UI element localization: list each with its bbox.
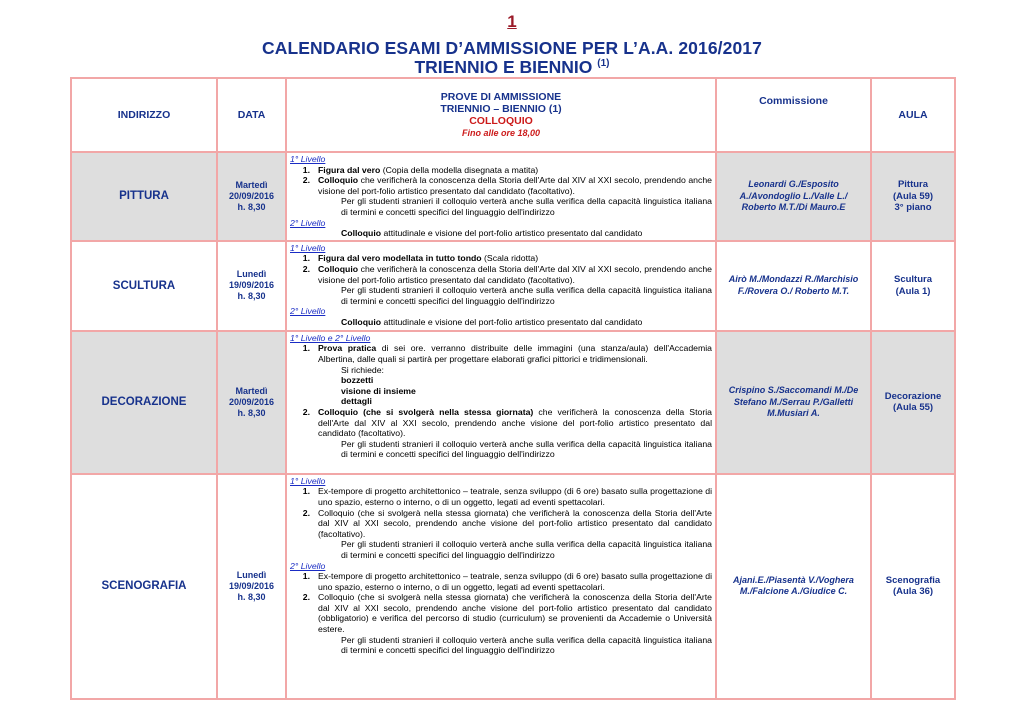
table-row bbox=[71, 152, 955, 241]
list-item bbox=[290, 253, 712, 264]
prove-cell bbox=[286, 331, 716, 474]
prove-cell bbox=[286, 241, 716, 331]
header-data: DATA bbox=[217, 78, 286, 152]
aula-line: (Aula 36) bbox=[892, 586, 934, 598]
aula-line: (Aula 59) bbox=[892, 190, 934, 202]
prove-cell bbox=[286, 152, 716, 241]
item-number: 2. bbox=[302, 592, 310, 603]
item-bold: Colloquio bbox=[318, 263, 359, 274]
item-text: Ex-tempore di progetto architettonico – teatrale, senza sviluppo (di 6 ore) basato sulla progettazione di uno spazio, esterno o interno, o di un oggetto, legati ad eventi spettacolari. bbox=[318, 571, 712, 592]
table-row bbox=[71, 331, 955, 474]
item-number: 1. bbox=[302, 571, 310, 582]
list-item bbox=[290, 343, 712, 364]
indirizzo-cell: DECORAZIONE bbox=[71, 331, 217, 474]
item-text: attitudinale e visione del port-folio artistico presentato dal candidato bbox=[381, 228, 643, 239]
aula-cell bbox=[871, 152, 955, 241]
item-text: Colloquio (che si svolgerà nella stessa giornata) che verificherà la conoscenza della Storia dell'Arte dal XIV al XXI secolo, prendendo anche visione del port-folio artistico presentato dal candidato (facoltativo). bbox=[318, 507, 712, 539]
commission-line: A./Avondoglio L./Valle L./ bbox=[739, 190, 848, 201]
indirizzo-cell: PITTURA bbox=[71, 152, 217, 241]
date-cell bbox=[217, 241, 286, 331]
list-item bbox=[290, 407, 712, 439]
document-subtitle bbox=[0, 57, 1024, 78]
foreign-students-note: Per gli studenti stranieri il colloquio verterà anche sulla verifica della capacità linguistica italiana di termini e concetti specifici del linguaggio dell'indirizzo bbox=[341, 196, 712, 217]
exam-date: 19/09/2016 bbox=[228, 280, 275, 291]
item-bold: Colloquio (che si svolgerà nella stessa giornata) bbox=[318, 406, 534, 417]
item-text: che verificherà la conoscenza della Storia dell'Arte dal XIV al XXI secolo, prendendo anche visione del port-folio artistico presentato dal candidato (facoltativo). bbox=[318, 175, 712, 196]
item-bold: Colloquio bbox=[318, 175, 359, 186]
aula-cell bbox=[871, 474, 955, 699]
item-bold: Colloquio bbox=[341, 228, 382, 239]
list-item bbox=[290, 165, 712, 176]
item-bold: Figura dal vero bbox=[318, 164, 381, 175]
indirizzo-cell: SCENOGRAFIA bbox=[71, 474, 217, 699]
indirizzo-cell: SCULTURA bbox=[71, 241, 217, 331]
commissione-cell bbox=[716, 331, 871, 474]
commission-line: Stefano M./Serrau P./Galletti bbox=[733, 396, 854, 407]
level2-text bbox=[290, 317, 712, 328]
commissione-cell bbox=[716, 241, 871, 331]
item-number: 2. bbox=[302, 406, 310, 417]
level-heading: 1° Livello bbox=[290, 475, 326, 486]
level-heading: 2° Livello bbox=[290, 217, 326, 228]
exam-date: 20/09/2016 bbox=[228, 190, 275, 201]
foreign-students-note: Per gli studenti stranieri il colloquio verterà anche sulla verifica della capacità linguistica italiana di termini e concetti specifici del linguaggio dell'indirizzo bbox=[341, 438, 712, 460]
exam-day: Martedì bbox=[235, 385, 268, 396]
item-bold: Figura dal vero modellata in tutto tondo bbox=[318, 253, 482, 264]
item-number: 1. bbox=[302, 343, 310, 354]
header-prove-line2: TRIENNIO – BIENNIO (1) bbox=[440, 103, 562, 115]
item-text: Ex-tempore di progetto architettonico – teatrale, senza sviluppo (di 6 ore) basato sulla progettazione di uno spazio, esterno o interno, o di un oggetto, legati ad eventi spettacolari. bbox=[318, 486, 712, 507]
level-heading: 2° Livello bbox=[290, 560, 326, 571]
requirement-item: bozzetti bbox=[341, 375, 374, 386]
header-prove bbox=[286, 78, 716, 152]
foreign-students-note: Per gli studenti stranieri il colloquio verterà anche sulla verifica della capacità linguistica italiana di termini e concetti specifici del linguaggio dell'indirizzo bbox=[341, 634, 712, 656]
aula-line: 3° piano bbox=[894, 202, 932, 214]
item-bold: Prova pratica bbox=[318, 343, 377, 354]
aula-line: Decorazione bbox=[884, 390, 942, 402]
header-prove-line3: COLLOQUIO bbox=[469, 115, 533, 127]
exam-date: 19/09/2016 bbox=[228, 580, 275, 591]
commission-line: M.Musiari A. bbox=[767, 408, 820, 418]
prove-cell bbox=[286, 474, 716, 699]
page-number: 1 bbox=[507, 12, 517, 31]
item-number: 1. bbox=[302, 486, 310, 497]
exam-time: h. 8,30 bbox=[237, 407, 266, 418]
item-text: (Scala ridotta) bbox=[481, 253, 539, 264]
exam-time: h. 8,30 bbox=[237, 591, 266, 602]
item-text: attitudinale e visione del port-folio artistico presentato dal candidato bbox=[381, 316, 643, 327]
foreign-students-note: Per gli studenti stranieri il colloquio verterà anche sulla verifica della capacità linguistica italiana di termini e concetti specifici del linguaggio dell'indirizzo bbox=[341, 539, 712, 560]
table-row bbox=[71, 241, 955, 331]
level2-text bbox=[290, 228, 712, 239]
aula-line: Scenografia bbox=[885, 574, 941, 586]
list-item bbox=[290, 508, 712, 540]
list-item bbox=[290, 264, 712, 285]
exam-time: h. 8,30 bbox=[237, 201, 266, 212]
exam-day: Lunedì bbox=[236, 569, 267, 580]
level-heading: 2° Livello bbox=[290, 306, 326, 317]
header-prove-line4: Fino alle ore 18,00 bbox=[461, 128, 541, 138]
commission-line: Crispino S./Saccomandi M./De bbox=[728, 385, 859, 395]
item-number: 2. bbox=[302, 175, 310, 186]
header-aula: AULA bbox=[871, 78, 955, 152]
level-heading: 1° Livello e 2° Livello bbox=[290, 332, 371, 343]
aula-line: Scultura bbox=[893, 274, 932, 286]
document-title: CALENDARIO ESAMI D’AMMISSIONE PER L’A.A. 2016/2017 bbox=[262, 38, 762, 58]
commission-line: M./Falcione A./Giudice C. bbox=[739, 586, 848, 597]
aula-line: (Aula 1) bbox=[895, 285, 931, 297]
requirements-intro: Si richiede: bbox=[341, 364, 384, 375]
commission-line: Airò M./Mondazzi R./Marchisio bbox=[728, 274, 859, 285]
item-text: Colloquio (che si svolgerà nella stessa giornata) che verificherà la conoscenza della Storia dell'Arte dal XIV al XXI secolo, prendendo anche visione del port-folio artistico presentato dal candidato (obbligatorio) e verifica del percorso di studio (curriculum) se provenienti da Accademie o Università estere. bbox=[318, 592, 712, 635]
table-header-row bbox=[71, 78, 955, 152]
commission-line: Roberto M.T./Di Mauro.E bbox=[741, 202, 846, 213]
exam-calendar-table bbox=[70, 77, 956, 700]
aula-cell bbox=[871, 331, 955, 474]
item-number: 2. bbox=[302, 263, 310, 274]
requirement-item: dettagli bbox=[341, 396, 372, 407]
requirement-item: visione di insieme bbox=[341, 385, 416, 396]
foreign-students-note: Per gli studenti stranieri il colloquio verterà anche sulla verifica della capacità linguistica italiana di termini e concetti specifici del linguaggio dell'indirizzo bbox=[341, 285, 712, 306]
subtitle-text: TRIENNIO E BIENNIO bbox=[414, 57, 593, 77]
aula-line: Pittura bbox=[897, 179, 929, 191]
commission-line: F./Rovera O./ Roberto M.T. bbox=[737, 285, 850, 296]
aula-line: (Aula 55) bbox=[892, 402, 934, 414]
footnote-ref: (1) bbox=[597, 58, 610, 70]
commissione-cell bbox=[716, 474, 871, 699]
exam-date: 20/09/2016 bbox=[228, 396, 275, 407]
date-cell bbox=[217, 152, 286, 241]
date-cell bbox=[217, 331, 286, 474]
item-bold: Colloquio bbox=[341, 316, 382, 327]
exam-time: h. 8,30 bbox=[237, 291, 266, 302]
list-item bbox=[290, 175, 712, 196]
level-heading: 1° Livello bbox=[290, 154, 326, 164]
item-number: 1. bbox=[302, 253, 310, 264]
item-text: che verificherà la conoscenza della Storia dell'Arte dal XIV al XXI secolo, prendendo anche visione del port-folio artistico presentato dal candidato (facoltativo). bbox=[318, 406, 712, 439]
list-item bbox=[290, 571, 712, 592]
item-text: (Copia della modella disegnata a matita) bbox=[380, 164, 539, 175]
list-item bbox=[290, 486, 712, 507]
exam-day: Martedì bbox=[235, 179, 268, 190]
item-text: che verificherà la conoscenza della Storia dell'Arte dal XIV al XXI secolo, prendendo anche visione del port-folio artistico presentato dal candidato (facoltativo). bbox=[318, 263, 712, 285]
level-heading: 1° Livello bbox=[290, 242, 326, 253]
commissione-cell bbox=[716, 152, 871, 241]
date-cell bbox=[217, 474, 286, 699]
list-item bbox=[290, 592, 712, 634]
header-commissione: Commissione bbox=[716, 78, 871, 152]
item-number: 2. bbox=[302, 507, 310, 518]
header-indirizzo: INDIRIZZO bbox=[71, 78, 217, 152]
exam-day: Lunedì bbox=[236, 269, 267, 280]
item-number: 1. bbox=[302, 164, 310, 175]
header-prove-line1: PROVE DI AMMISSIONE bbox=[440, 91, 562, 103]
item-text: di sei ore. verranno distribuite delle immagini (una stanza/aula) dell'Accademia Albertina, dalle quali si partirà per progettare elaborati grafici pittorici e tridimensionali. bbox=[318, 343, 712, 364]
commission-line: Ajani.E./Piasentà V./Voghera bbox=[733, 574, 854, 585]
aula-cell bbox=[871, 241, 955, 331]
table-row bbox=[71, 474, 955, 699]
commission-line: Leonardi G./Esposito bbox=[748, 179, 839, 190]
